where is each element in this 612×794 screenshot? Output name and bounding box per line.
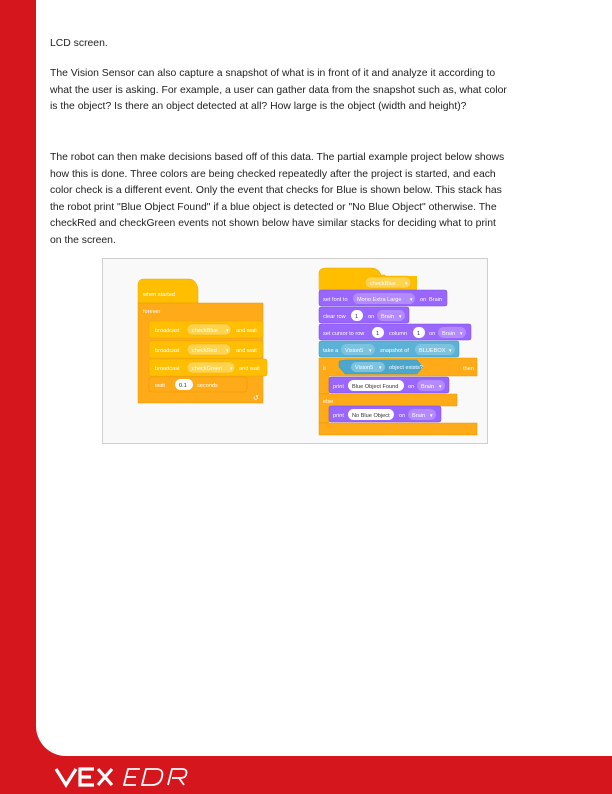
brain-label: Brain [412,413,426,419]
seconds-word: seconds [197,383,218,389]
chevron-down-icon: ▼ [459,331,464,336]
snapshot-of-label: snapshot of [380,348,409,354]
vex-edr-logo [54,765,204,789]
chevron-down-icon: ▼ [225,348,230,353]
message-checkgreen: checkGreen [192,366,223,372]
print-word: print [333,384,344,390]
not-found-text: No Blue Object [352,413,390,419]
paragraph-vision-sensor: The Vision Sensor can also capture a snapshot of what is in front of it and analyze it according to what the user is asking. For example, a user can gather data from the snapshot such as, what color is the object? Is there an object detected at all? How large is the object (width and height)? [50,68,507,112]
on-word: on [420,297,427,303]
brain-label: Brain [421,384,435,390]
right-stack [319,268,477,435]
broadcast-word: broadcast [155,328,180,334]
paragraph-robot-decisions: The robot can then make decisions based off of this data. The partial example project below shows how this is done. Three colors are being checked repeatedly after the project is started, and each color check is a different event. Only the event that checks for Blue is shown below. This stack has the robot print "Blue Object Found" if a blue object is detected or "No Blue Object" otherwise. The checkRed and checkGreen events not shown below have similar stacks for deciding what to print on the screen. [50,152,505,246]
forever-label: forever [143,309,161,315]
brain-label: Brain [381,314,395,320]
column-word: column [389,331,408,337]
on-word: on [368,314,375,320]
chevron-down-icon: ▼ [368,348,373,353]
else-word: else [323,399,334,405]
on-word: on [399,413,406,419]
font-value: Mono Extra Large [357,297,402,303]
code-blocks-figure [102,258,488,444]
broadcast-word: broadcast [155,348,180,354]
if-word: if [323,366,326,372]
print-word: print [333,413,344,419]
edr-logo [124,769,187,788]
broadcast-word: broadcast [155,366,180,372]
wait-word: wait [155,383,165,389]
chevron-down-icon: ▼ [378,365,383,370]
and-wait-label: and wait [239,366,260,372]
set-cursor-label: set cursor to row [323,331,365,337]
if-block-bottom [319,423,477,435]
left-stack [138,279,267,403]
brain-label: Brain [442,331,456,337]
hat-message: checkBlue [370,281,396,287]
clear-row-label: clear row [323,314,346,320]
sensor-name: Vision5 [345,348,364,354]
paragraph-lcd-screen: LCD screen. [50,38,108,49]
object-exists-label: object exists? [389,365,423,371]
message-checkred: checkRed [192,348,217,354]
chevron-down-icon: ▼ [229,366,234,371]
found-text: Blue Object Found [352,384,399,390]
and-wait-label: and wait [236,348,257,354]
chevron-down-icon: ▼ [438,384,443,389]
then-word: then [463,366,474,372]
take-a-label: take a [323,348,339,354]
on-word: on [429,331,436,337]
brain-label: Brain [429,297,443,303]
when-started-label: when started [143,292,176,298]
chevron-down-icon: ▼ [404,281,409,286]
cursor-row-value: 1 [376,331,380,337]
signature-name: BLUEBOX [419,348,446,354]
message-checkblue: checkBlue [192,328,218,334]
when-started-block [138,279,198,303]
and-wait-label: and wait [236,328,257,334]
vex-logo [56,769,112,788]
clear-row-value: 1 [355,314,359,320]
condition-sensor: Vision5 [355,365,374,371]
chevron-down-icon: ▼ [448,348,453,353]
chevron-down-icon: ▼ [429,413,434,418]
set-font-label: set font to [323,297,348,303]
cursor-col-value: 1 [417,331,421,337]
loop-arrow-icon: ↺ [253,395,259,402]
on-word: on [408,384,415,390]
chevron-down-icon: ▼ [225,328,230,333]
wait-value: 0.1 [179,383,187,389]
chevron-down-icon: ▼ [398,314,403,319]
chevron-down-icon: ▼ [409,297,414,302]
